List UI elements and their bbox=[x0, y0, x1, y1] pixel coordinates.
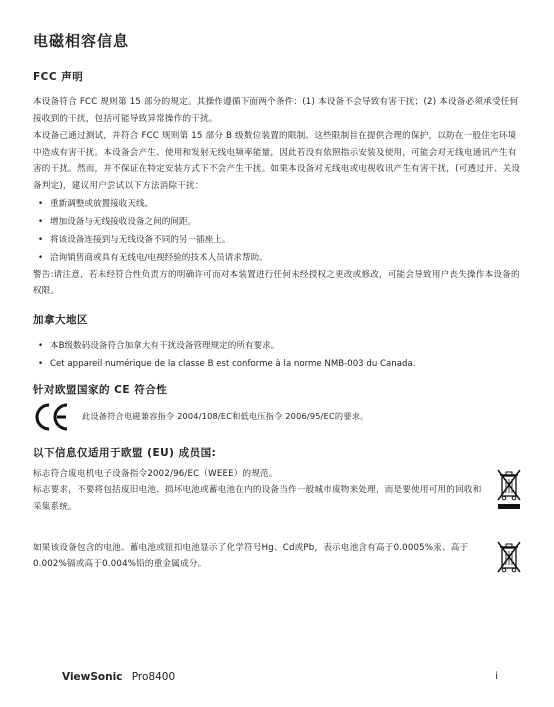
list-item: • Cet appareil numérique de la classe B est conforme à la norme NMB-003 du Canada. bbox=[33, 355, 523, 373]
list-item: • 增加设备与无线接收设备之间的间距。 bbox=[33, 213, 523, 231]
eu-heading: 以下信息仅适用于欧盟 (EU) 成员国: bbox=[33, 446, 217, 459]
list-item: • 本B级数码设备符合加拿大有干扰设备管理规定的所有要求。 bbox=[33, 337, 523, 355]
battery-block bbox=[33, 540, 523, 573]
footer-brand: ViewSonic bbox=[62, 671, 123, 683]
weee-block bbox=[33, 466, 523, 516]
page-footer bbox=[62, 671, 498, 683]
crossed-out-bin-icon bbox=[495, 468, 523, 510]
fcc-bullet-list bbox=[33, 195, 523, 267]
eu-paragraph-3: 如果该设备包含的电池、蓄电池或钮扣电池显示了化学符号Hg、Cd或Pb，表示电池含有高于0.0005%汞、高于0.002%镉或高于0.004%铅的重金属成分。 bbox=[33, 542, 469, 570]
page-number: i bbox=[495, 671, 498, 682]
eu-paragraph-2: 标志要求，不要将包括废旧电池、损坏电池或蓄电池在内的设备当作一般城市废物来处理，而是要使用可用的回收和采集系统。 bbox=[33, 485, 482, 512]
footer-model: Pro8400 bbox=[131, 671, 176, 683]
canada-bullet-list bbox=[33, 337, 523, 373]
list-item: • 重新调整或放置接收天线。 bbox=[33, 195, 523, 213]
eu-paragraph-1: 标志符合废电机电子设备指令2002/96/EC（WEEE）的规范。 bbox=[33, 468, 278, 479]
ce-heading: 针对欧盟国家的 CE 符合性 bbox=[33, 383, 168, 396]
canada-heading: 加拿大地区 bbox=[33, 313, 88, 326]
list-item: • 将该设备连接到与无线设备不同的另一插座上。 bbox=[33, 231, 523, 249]
fcc-warning: 警告:请注意，若未经符合性负责方的明确许可而对本装置进行任何未经授权之更改或修改，可能会导致用户丧失操作本设备的权限。 bbox=[33, 269, 520, 297]
document-page bbox=[33, 30, 523, 573]
fcc-paragraph-1: 本设备符合 FCC 规则第 15 部分的规定。其操作遵循下面两个条件：(1) 本设备不会导致有害干扰；(2) 本设备必须承受任何接收到的干扰，包括可能导致异常操作的干扰。 bbox=[33, 97, 519, 124]
fcc-heading: FCC 声明 bbox=[33, 71, 84, 83]
ce-text: 此设备符合电磁兼容指令 2004/108/EC和低电压指令 2006/95/EC的要求。 bbox=[82, 411, 369, 422]
ce-mark-icon bbox=[33, 401, 73, 433]
list-item: • 洽询销售商或具有无线电/电视经验的技术人员请求帮助。 bbox=[33, 249, 523, 267]
page-title: 电磁相容信息 bbox=[33, 32, 130, 50]
crossed-out-battery-bin-icon bbox=[495, 540, 523, 574]
fcc-paragraph-2: 本设备已通过测试，并符合 FCC 规则第 15 部分 B 级数位装置的限制。这些限制旨在提供合理的保护，以防在一般住宅环境中造成有害干扰。本设备会产生、使用和发射无线电频率能量，因此若没有依照指示安装及使用，可能会对无线电通讯产生有害的干扰。然而，并不保证在特定安装方式下不会产生干扰。如果本设备对无线电或电视收讯产生有害干扰，(可透过开、关设备判定)，建议用户尝试以下方法消除干扰： bbox=[33, 131, 521, 191]
